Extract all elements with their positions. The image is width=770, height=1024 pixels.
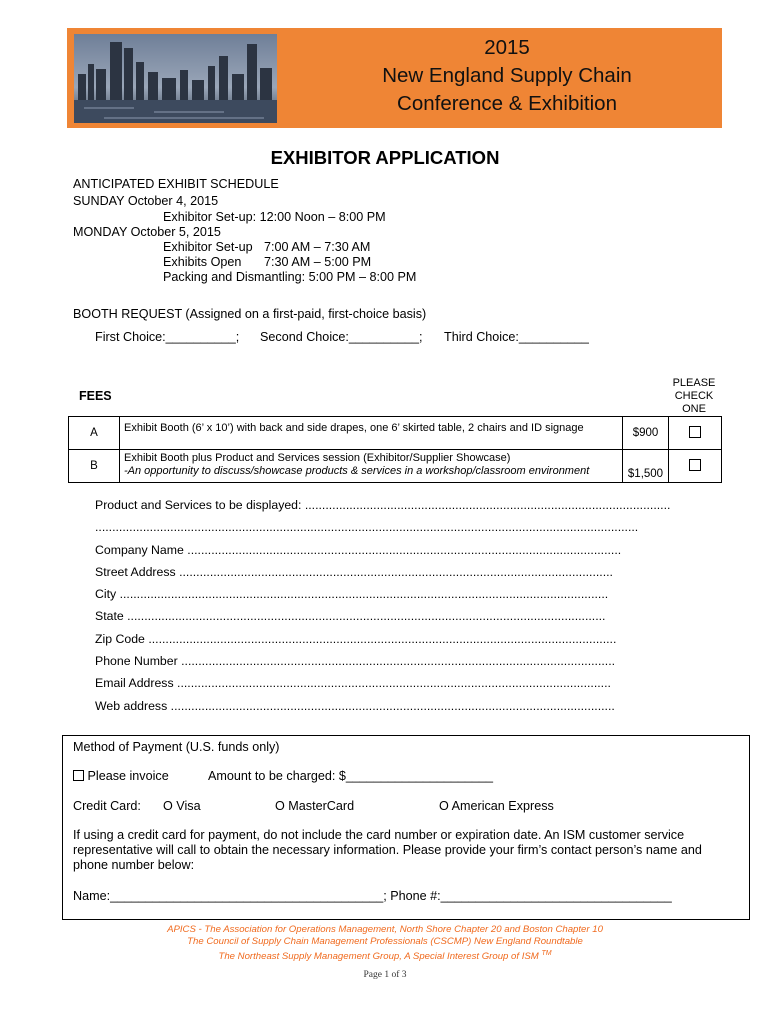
fee-price: $900	[623, 417, 669, 450]
state-field[interactable]: State ............................................................................................................................................	[95, 609, 606, 623]
fee-description: Exhibit Booth (6’ x 10’) with back and side drapes, one 6’ skirted table, 2 chairs and ID signage	[124, 422, 584, 434]
city-skyline-image	[74, 34, 277, 123]
radio-icon[interactable]: O	[439, 799, 449, 813]
schedule-monday-open-label: Exhibits Open	[163, 255, 242, 269]
zip-code-field[interactable]: Zip Code .........................................................................................................................................	[95, 632, 617, 646]
header-banner	[67, 28, 722, 128]
fees-heading: FEES	[79, 389, 112, 403]
mastercard-option[interactable]: O MasterCard	[275, 799, 355, 813]
visa-option[interactable]: O Visa	[163, 799, 201, 813]
schedule-monday-packing: Packing and Dismantling: 5:00 PM – 8:00 PM	[163, 270, 417, 284]
schedule-heading: ANTICIPATED EXHIBIT SCHEDULE	[73, 177, 279, 191]
conference-name-line1: New England Supply Chain	[382, 64, 632, 87]
page-title: EXHIBITOR APPLICATION	[270, 147, 500, 168]
trademark-mark: TM	[541, 950, 552, 957]
fee-code: A	[69, 417, 120, 450]
web-address-field[interactable]: Web address ..................................................................................................................................	[95, 699, 615, 713]
footer-cscmp: The Council of Supply Chain Management Professionals (CSCMP) New England Roundtable	[187, 936, 583, 947]
fees-table	[68, 416, 722, 483]
radio-icon[interactable]: O	[275, 799, 285, 813]
page-number: Page 1 of 3	[363, 970, 407, 980]
fee-price: $1,500	[623, 450, 669, 483]
fee-row-a	[69, 417, 722, 450]
fee-code: B	[69, 450, 120, 483]
payment-heading: Method of Payment (U.S. funds only)	[73, 740, 280, 754]
credit-card-label: Credit Card:	[73, 799, 141, 813]
email-address-field[interactable]: Email Address ...............................................................................................................................	[95, 676, 611, 690]
payment-section	[62, 735, 750, 920]
booth-request-heading: BOOTH REQUEST (Assigned on a first-paid, first-choice basis)	[73, 307, 427, 321]
schedule-sunday: SUNDAY October 4, 2015	[73, 194, 219, 208]
fee-description-note: -An opportunity to discuss/showcase products & services in a workshop/classroom environment	[124, 465, 590, 477]
footer-ism: The Northeast Supply Management Group, A Special Interest Group of ISM ™	[218, 950, 552, 963]
conference-name-line2: Conference & Exhibition	[397, 92, 617, 115]
schedule-monday-setup-time: 7:00 AM – 7:30 AM	[264, 240, 371, 254]
conference-title	[317, 34, 697, 118]
schedule-monday-setup-label: Exhibitor Set-up	[163, 240, 253, 254]
amount-charged-field[interactable]: Amount to be charged: $_____________________	[208, 769, 494, 783]
second-choice-field[interactable]: Second Choice:__________;	[260, 330, 423, 344]
conference-year: 2015	[484, 36, 530, 59]
products-field[interactable]: Product and Services to be displayed: ...........................................................................................................	[95, 498, 671, 512]
products-field-line2[interactable]: ...............................................................................................................................................................	[95, 520, 639, 534]
fee-b-checkbox[interactable]	[689, 459, 701, 471]
amex-option[interactable]: O American Express	[439, 799, 554, 813]
fee-row-b	[69, 450, 722, 483]
credit-card-note: If using a credit card for payment, do not include the card number or expiration date. An ISM customer service representative will call to obtain the necessary information. Please provide your firm’s contact person’s name and phone number below:	[73, 828, 702, 872]
fee-a-checkbox[interactable]	[689, 426, 701, 438]
schedule-monday: MONDAY October 5, 2015	[73, 225, 221, 239]
street-address-field[interactable]: Street Address ...............................................................................................................................	[95, 565, 613, 579]
city-field[interactable]: City ...............................................................................................................................................	[95, 587, 609, 601]
fee-description: Exhibit Booth plus Product and Services session (Exhibitor/Supplier Showcase)	[124, 452, 511, 464]
third-choice-field[interactable]: Third Choice:__________	[444, 330, 589, 344]
contact-name-phone-field[interactable]: Name:_______________________________________; Phone #:_________________________________	[73, 889, 672, 903]
radio-icon[interactable]: O	[163, 799, 173, 813]
footer-apics: APICS - The Association for Operations Management, North Shore Chapter 20 and Boston Chapter 10	[167, 924, 603, 935]
phone-number-field[interactable]: Phone Number ...............................................................................................................................	[95, 654, 616, 668]
please-invoice-option[interactable]: Please invoice	[73, 769, 169, 784]
invoice-checkbox[interactable]	[73, 770, 84, 781]
check-one-heading: PLEASE CHECK ONE	[672, 377, 716, 415]
company-name-field[interactable]: Company Name ...............................................................................................................................	[95, 543, 622, 557]
schedule-sunday-setup: Exhibitor Set-up: 12:00 Noon – 8:00 PM	[163, 210, 386, 224]
schedule-monday-open-time: 7:30 AM – 5:00 PM	[264, 255, 372, 269]
first-choice-field[interactable]: First Choice:__________;	[95, 330, 240, 344]
